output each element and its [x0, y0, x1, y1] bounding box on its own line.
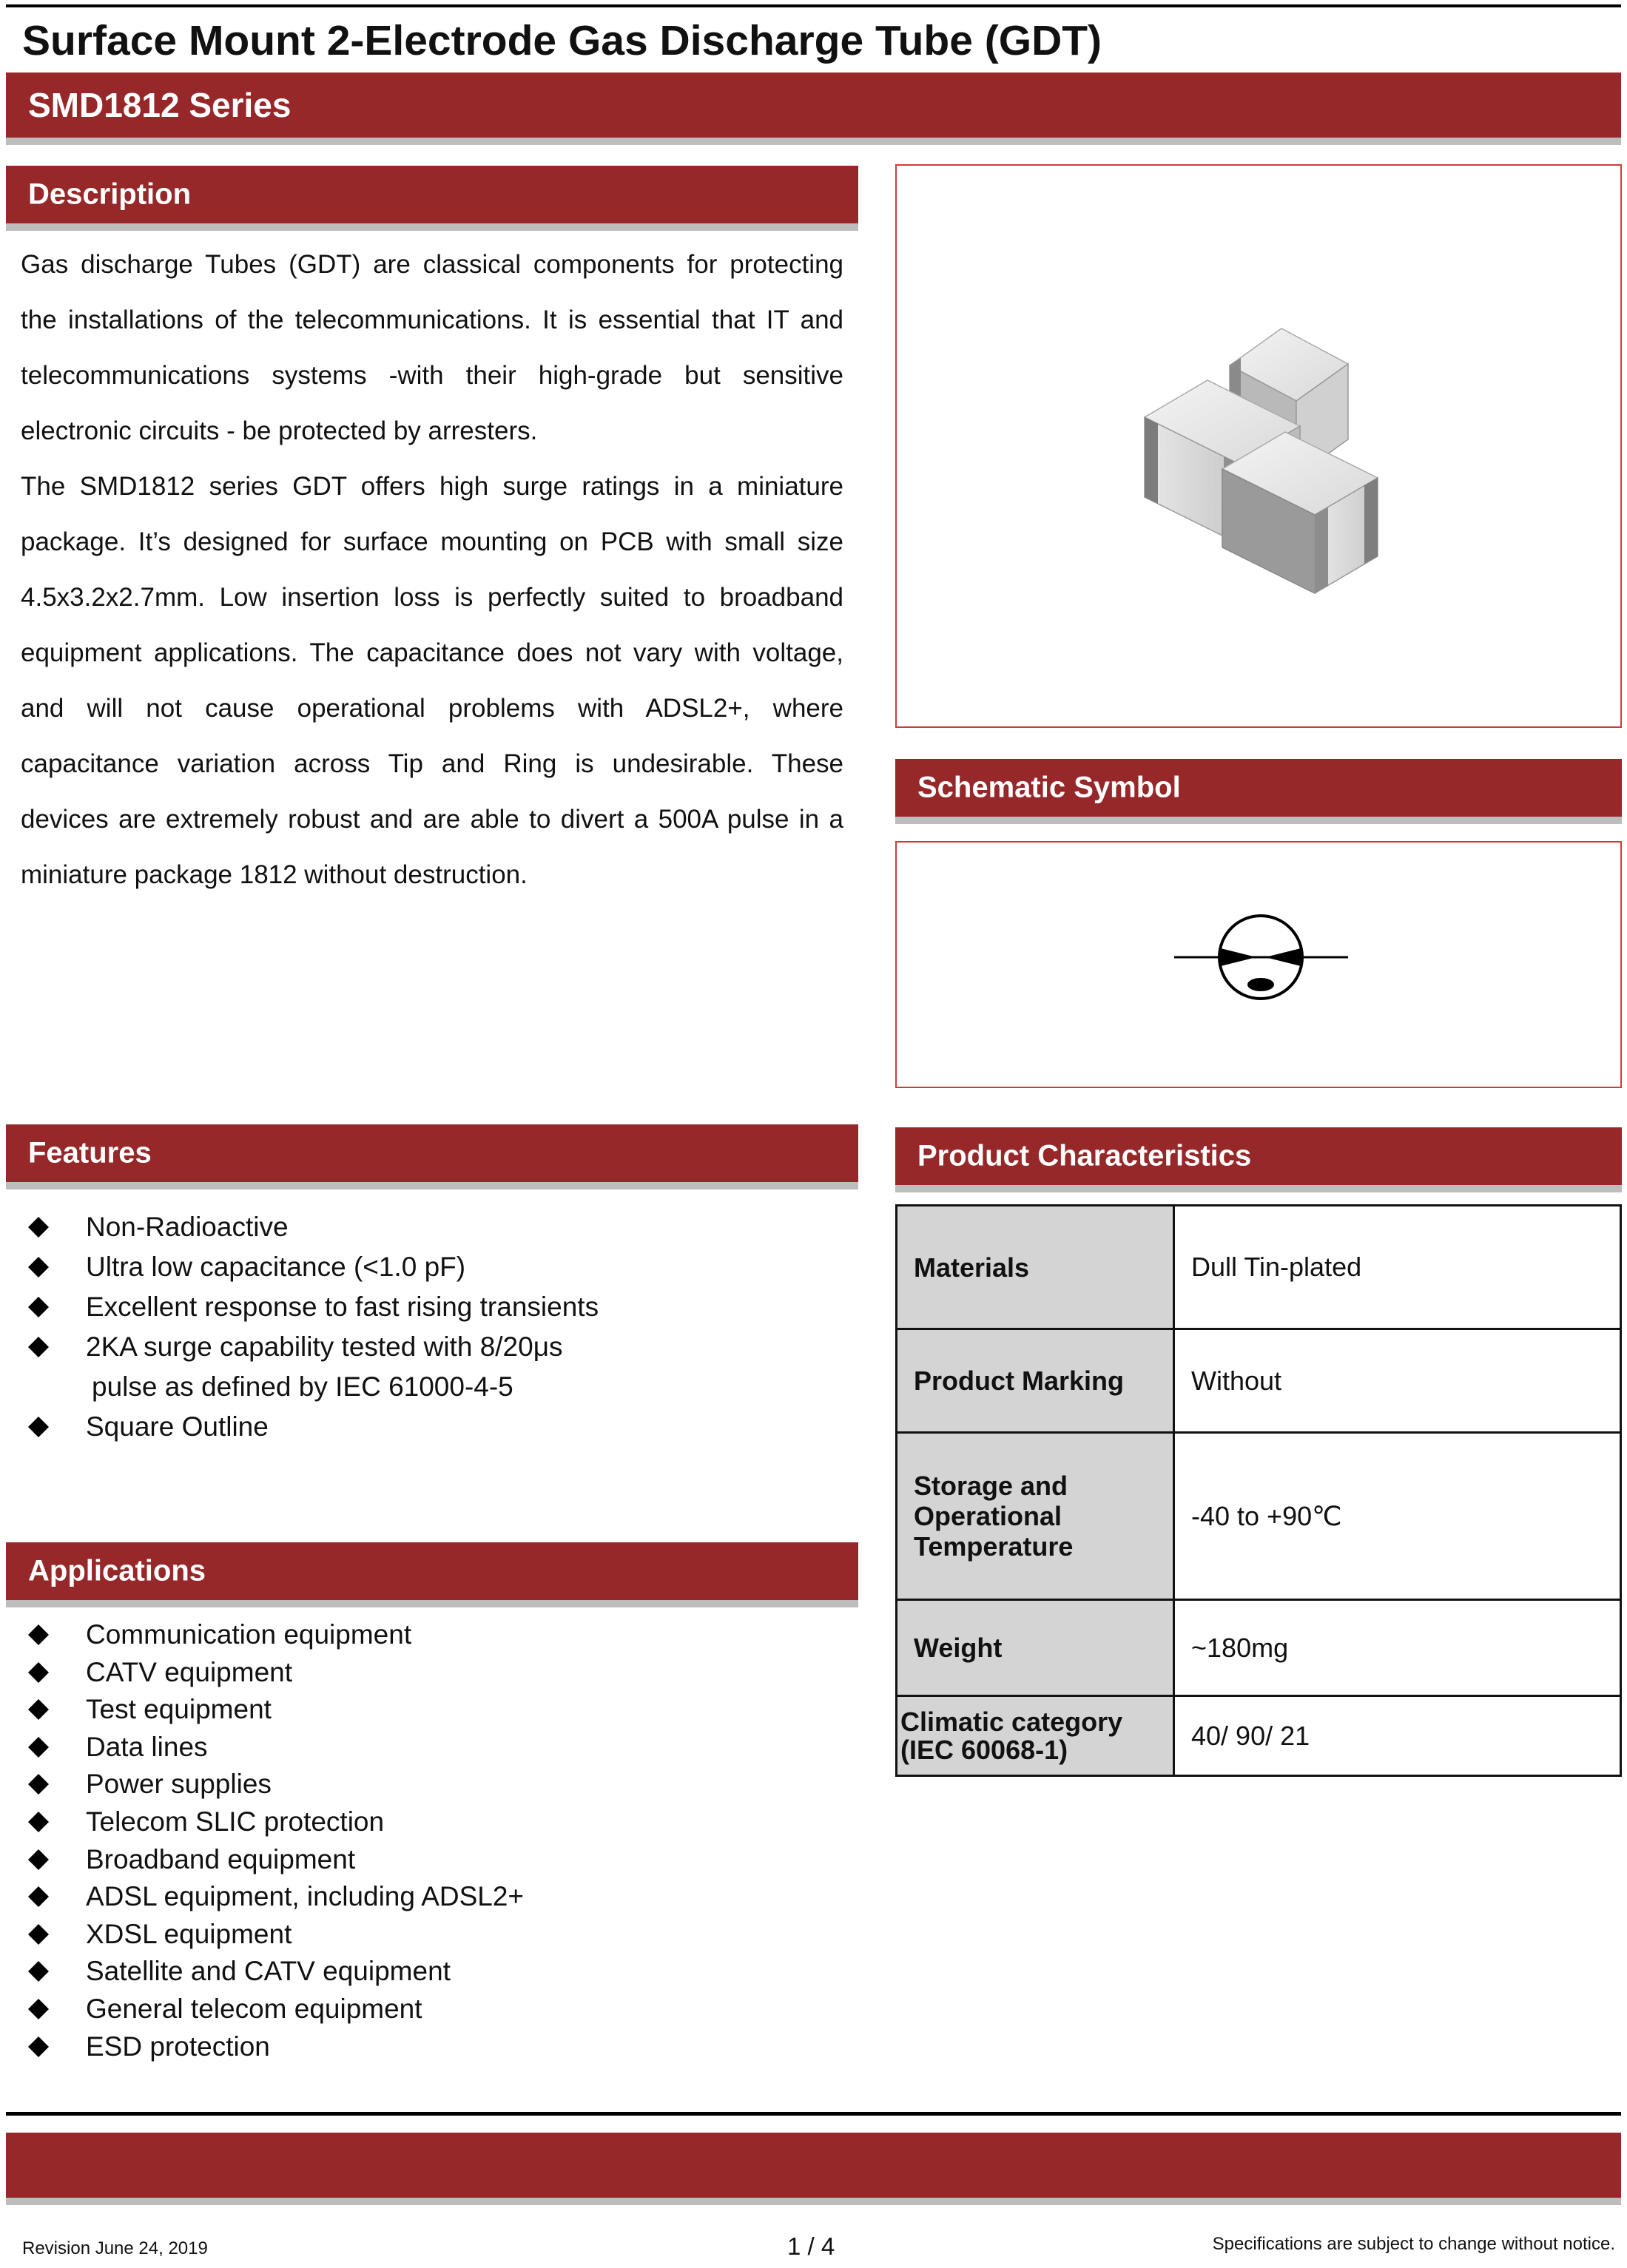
table-key: Weight: [897, 1600, 1174, 1696]
list-item: Non-Radioactive: [21, 1207, 857, 1247]
description-paragraph-2: The SMD1812 series GDT offers high surge ratings in a miniature package. It’s designed for surface mounting on PCB with small size 4.5x3.2x2.7mm. Low insertion loss is perfectly suited to broadband equipment applications. The capacitance does not vary with voltage, and will not cause operational problems with ADSL2+, where capacitance variation across Tip and Ring is undesirable. These devices are extremely robust and are able to divert a 500A pulse in a miniature package 1812 without destruction.: [21, 472, 843, 889]
diamond-bullet-icon: [28, 1337, 49, 1357]
table-key: Climatic category (IEC 60068-1): [897, 1696, 1174, 1776]
list-item: Communication equipment: [21, 1616, 857, 1654]
table-value: 40/ 90/ 21: [1174, 1696, 1621, 1776]
list-item: Satellite and CATV equipment: [21, 1953, 857, 1991]
top-rule: [6, 4, 1621, 7]
series-title: SMD1812 Series: [28, 86, 292, 124]
specification-notice: Specifications are subject to change without notice.: [1212, 2234, 1615, 2254]
characteristics-header: [895, 1127, 1622, 1185]
diamond-bullet-icon: [28, 1812, 49, 1832]
table-key: Materials: [897, 1206, 1174, 1329]
table-row: [897, 1600, 1621, 1696]
description-header: [6, 166, 858, 223]
features-heading: Features: [28, 1136, 152, 1170]
features-list: [21, 1207, 857, 1447]
list-item: Excellent response to fast rising transients: [21, 1287, 857, 1327]
list-item: CATV equipment: [21, 1654, 857, 1692]
diamond-bullet-icon: [28, 1417, 49, 1437]
schematic-header: [895, 759, 1622, 817]
series-banner: [6, 72, 1621, 138]
list-item: Test equipment: [21, 1691, 857, 1729]
product-image-box: [895, 164, 1622, 728]
features-header: [6, 1124, 858, 1182]
list-item: ADSL equipment, including ADSL2+: [21, 1878, 857, 1916]
diamond-bullet-icon: [28, 1624, 49, 1645]
list-item: 2KA surge capability tested with 8/20μs pulse as defined by IEC 61000-4-5: [21, 1327, 857, 1407]
table-row: [897, 1433, 1621, 1600]
diamond-bullet-icon: [28, 1886, 49, 1907]
description-paragraph-1: Gas discharge Tubes (GDT) are classical components for protecting the installations of the telecommunications. It is essential that IT and telecommunications systems -with their high-grade but sensitive electronic circuits - be protected by arresters.: [21, 250, 843, 445]
schematic-box: [895, 841, 1622, 1088]
diamond-bullet-icon: [28, 1849, 49, 1870]
table-value: Dull Tin-plated: [1174, 1206, 1621, 1329]
feature-continuation: pulse as defined by IEC 61000-4-5: [92, 1371, 513, 1402]
diamond-bullet-icon: [28, 2036, 49, 2057]
bottom-rule: [6, 2112, 1621, 2116]
page-number: 1 / 4: [787, 2232, 835, 2260]
list-item: Ultra low capacitance (<1.0 pF): [21, 1247, 857, 1287]
description-heading: Description: [28, 178, 192, 211]
list-item: Power supplies: [21, 1766, 857, 1803]
applications-heading: Applications: [28, 1554, 206, 1587]
diamond-bullet-icon: [28, 1999, 49, 2019]
diamond-bullet-icon: [28, 1961, 49, 1982]
list-item: Telecom SLIC protection: [21, 1803, 857, 1841]
diamond-bullet-icon: [28, 1737, 49, 1758]
list-item: Square Outline: [21, 1407, 857, 1447]
diamond-bullet-icon: [28, 1699, 49, 1720]
list-item: Data lines: [21, 1729, 857, 1766]
footer-banner: [6, 2133, 1621, 2198]
schematic-heading: Schematic Symbol: [917, 771, 1181, 804]
list-item: ESD protection: [21, 2028, 857, 2066]
table-value: ~180mg: [1174, 1600, 1621, 1696]
table-key: Storage and Operational Temperature: [897, 1433, 1174, 1600]
gdt-product-image: [897, 166, 1620, 726]
description-text: [21, 237, 843, 902]
characteristics-heading: Product Characteristics: [917, 1139, 1252, 1172]
applications-list: [21, 1616, 857, 2065]
diamond-bullet-icon: [28, 1297, 49, 1317]
table-key: Product Marking: [897, 1329, 1174, 1433]
gdt-schematic-symbol: [897, 843, 1620, 1087]
right-cube: [1222, 432, 1378, 593]
diamond-bullet-icon: [28, 1662, 49, 1683]
table-row: [897, 1696, 1621, 1776]
diamond-bullet-icon: [28, 1217, 49, 1238]
diamond-bullet-icon: [28, 1924, 49, 1945]
list-item: Broadband equipment: [21, 1841, 857, 1879]
table-row: [897, 1206, 1621, 1329]
table-value: Without: [1174, 1329, 1621, 1433]
table-row: [897, 1329, 1621, 1433]
list-item: XDSL equipment: [21, 1916, 857, 1954]
applications-header: [6, 1542, 858, 1600]
characteristics-table: [895, 1204, 1622, 1777]
diamond-bullet-icon: [28, 1257, 49, 1278]
table-value: -40 to +90℃: [1174, 1433, 1621, 1600]
diamond-bullet-icon: [28, 1774, 49, 1795]
revision-date: Revision June 24, 2019: [22, 2238, 208, 2258]
list-item: General telecom equipment: [21, 1991, 857, 2028]
page-title: Surface Mount 2-Electrode Gas Discharge Tube (GDT): [22, 17, 1102, 64]
